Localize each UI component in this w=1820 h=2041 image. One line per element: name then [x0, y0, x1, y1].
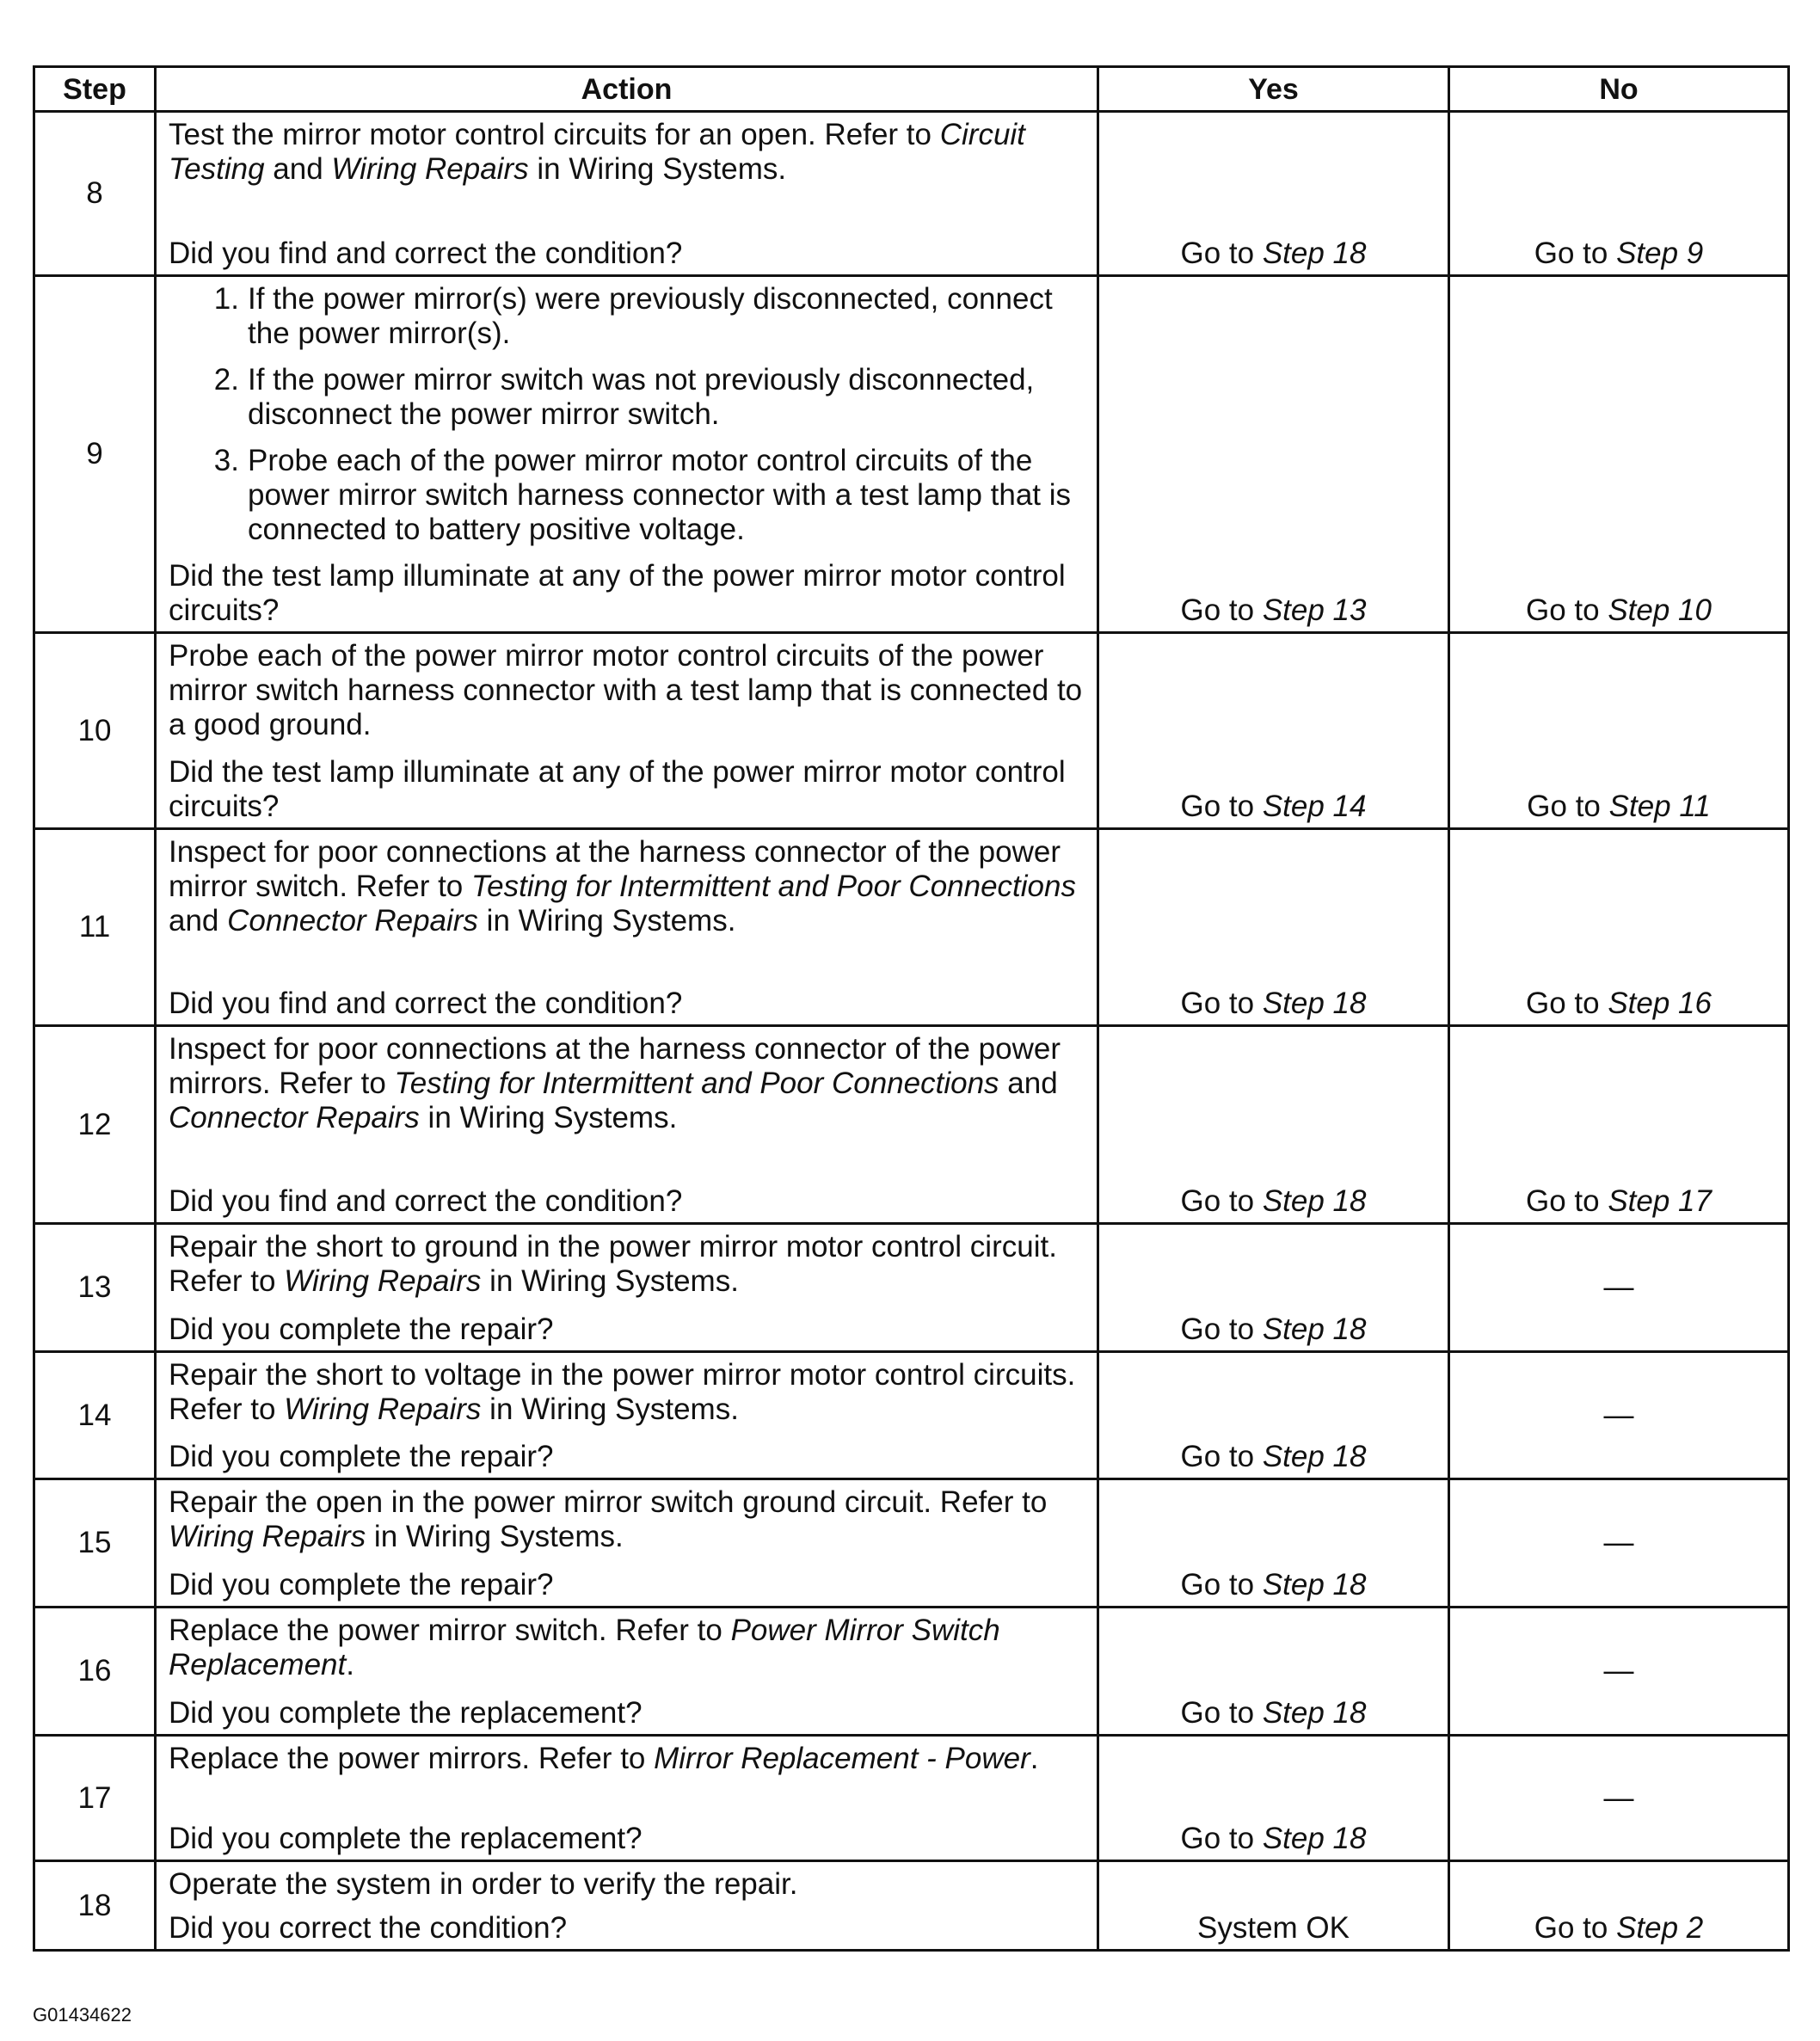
- action-instructions: [169, 1742, 1085, 1776]
- action-question: Did you find and correct the condition?: [169, 987, 683, 1020]
- yes-answer: [1099, 1440, 1448, 1478]
- yes-step-reference: Step 18: [1262, 1184, 1367, 1218]
- action-content: [157, 830, 1097, 1024]
- action-content: [157, 1225, 1097, 1350]
- no-answer: [1450, 987, 1787, 1024]
- yes-cell: [1098, 829, 1449, 1026]
- action-content: [157, 1862, 1097, 1949]
- action-content: [157, 1480, 1097, 1606]
- yes-answer: [1099, 987, 1448, 1024]
- action-text-segment: in Wiring Systems.: [528, 152, 787, 186]
- yes-goto-prefix: Go to: [1180, 1696, 1263, 1730]
- no-cell: [1449, 1608, 1789, 1736]
- action-text: [169, 1867, 1085, 1902]
- no-goto-prefix: Go to: [1526, 593, 1608, 627]
- table-row: [34, 1608, 1789, 1736]
- action-instructions: [169, 1485, 1085, 1554]
- yes-answer: [1099, 1568, 1448, 1606]
- action-text-segment: in Wiring Systems.: [419, 1101, 678, 1134]
- yes-answer: [1099, 593, 1448, 631]
- action-text-segment: Probe each of the power mirror motor control circuits of the power mirror switch harness connector with a test lamp that is connected to a good ground.: [169, 639, 1083, 741]
- yes-goto-prefix: Go to: [1180, 237, 1263, 270]
- no-step-reference: Step 9: [1616, 237, 1704, 270]
- yes-step-reference: Step 18: [1262, 237, 1367, 270]
- action-text-segment: and: [169, 904, 228, 938]
- no-cell: [1449, 112, 1789, 276]
- header-no: No: [1449, 67, 1789, 112]
- list-item-number: 2.: [213, 363, 239, 397]
- document-id: G01434622: [33, 2004, 132, 2026]
- step-number: 12: [34, 1026, 156, 1224]
- list-item-text-segment: If the power mirror switch was not previously disconnected, disconnect the power mirror switch.: [248, 363, 1035, 431]
- table-row: [34, 1479, 1789, 1608]
- list-item-number: 3.: [213, 444, 239, 477]
- no-answer: [1450, 790, 1787, 827]
- reference-link-text: Connector Repairs: [169, 1101, 420, 1134]
- yes-goto-prefix: Go to: [1180, 1313, 1263, 1346]
- action-text-segment: and: [999, 1067, 1058, 1100]
- action-cell: [156, 1861, 1098, 1951]
- action-content: [157, 277, 1097, 631]
- no-dash: —: [1603, 1780, 1634, 1815]
- no-cell: [1449, 1479, 1789, 1608]
- list-item-number: 1.: [213, 282, 239, 316]
- yes-result-text: System OK: [1197, 1911, 1350, 1945]
- action-text: [169, 835, 1085, 938]
- action-cell: [156, 829, 1098, 1026]
- action-question: Did you complete the repair?: [169, 1313, 554, 1346]
- action-text-segment: in Wiring Systems.: [366, 1520, 624, 1553]
- no-dash: —: [1603, 1398, 1634, 1432]
- yes-answer: [1099, 1313, 1448, 1350]
- step-number: 13: [34, 1224, 156, 1352]
- no-dash: —: [1603, 1270, 1634, 1304]
- action-text-segment: Repair the open in the power mirror switch ground circuit. Refer to: [169, 1485, 1048, 1519]
- yes-step-reference: Step 18: [1262, 1568, 1367, 1601]
- reference-link-text: Circuit Testing: [169, 118, 1025, 186]
- action-text-segment: and: [264, 152, 332, 186]
- no-dash: —: [1603, 1654, 1634, 1688]
- header-row: [34, 67, 1789, 112]
- action-question: Did you complete the repair?: [169, 1440, 554, 1473]
- table-row: [34, 276, 1789, 633]
- table-row: [34, 1026, 1789, 1224]
- yes-cell: [1098, 1224, 1449, 1352]
- no-cell: [1449, 1224, 1789, 1352]
- header-yes: Yes: [1098, 67, 1449, 112]
- step-number: 9: [34, 276, 156, 633]
- no-goto-prefix: Go to: [1534, 237, 1617, 270]
- reference-link-text: Testing for Intermittent and Poor Connections: [471, 870, 1076, 903]
- yes-answer: [1099, 790, 1448, 827]
- yes-step-reference: Step 18: [1262, 1822, 1367, 1855]
- step-number: 11: [34, 829, 156, 1026]
- action-instructions: [169, 118, 1085, 187]
- action-content: [157, 1737, 1097, 1860]
- action-cell: [156, 1608, 1098, 1736]
- action-question: Did the test lamp illuminate at any of the power mirror motor control circuits?: [169, 559, 1066, 627]
- no-step-reference: Step 17: [1608, 1184, 1712, 1218]
- action-question: Did the test lamp illuminate at any of the power mirror motor control circuits?: [169, 755, 1066, 823]
- action-text: [169, 1358, 1085, 1427]
- reference-link-text: Wiring Repairs: [284, 1264, 482, 1298]
- header-step: Step: [34, 67, 156, 112]
- table-body: [34, 112, 1789, 1951]
- yes-answer: [1099, 1822, 1448, 1860]
- no-goto-prefix: Go to: [1534, 1911, 1617, 1945]
- action-instructions: [169, 1230, 1085, 1299]
- no-step-reference: Step 11: [1608, 790, 1711, 823]
- yes-cell: [1098, 1736, 1449, 1861]
- table-row: [34, 829, 1789, 1026]
- yes-step-reference: Step 13: [1262, 593, 1367, 627]
- yes-answer: [1099, 1184, 1448, 1222]
- yes-step-reference: Step 18: [1262, 1440, 1367, 1473]
- table-row: [34, 112, 1789, 276]
- list-item: [169, 444, 1085, 547]
- yes-goto-prefix: Go to: [1180, 593, 1263, 627]
- no-step-reference: Step 2: [1616, 1911, 1704, 1945]
- list-item-text-segment: If the power mirror(s) were previously disconnected, connect the power mirror(s).: [248, 282, 1053, 350]
- action-question: Did you find and correct the condition?: [169, 237, 683, 270]
- no-step-reference: Step 16: [1608, 987, 1712, 1020]
- yes-goto-prefix: Go to: [1180, 1568, 1263, 1601]
- action-question: Did you complete the replacement?: [169, 1822, 643, 1855]
- action-content: [157, 1353, 1097, 1478]
- action-cell: [156, 112, 1098, 276]
- list-item-text: [248, 363, 1085, 432]
- action-instructions: [169, 1032, 1085, 1135]
- action-cell: [156, 1736, 1098, 1861]
- diagnostic-table: [33, 65, 1790, 1952]
- step-number: 14: [34, 1352, 156, 1479]
- reference-link-text: Power Mirror Switch Replacement: [169, 1614, 1000, 1681]
- yes-goto-prefix: Go to: [1180, 790, 1263, 823]
- action-text: [169, 1032, 1085, 1135]
- action-text: [169, 1742, 1085, 1776]
- action-text-segment: Repair the short to ground in the power mirror motor control circuit. Refer to: [169, 1230, 1057, 1298]
- action-instructions: [169, 1867, 1085, 1902]
- action-cell: [156, 1479, 1098, 1608]
- no-goto-prefix: Go to: [1526, 987, 1608, 1020]
- list-item-text: [248, 444, 1085, 547]
- no-goto-prefix: Go to: [1526, 1184, 1608, 1218]
- reference-link-text: Wiring Repairs: [331, 152, 529, 186]
- action-text: [169, 1614, 1085, 1682]
- list-item: [169, 363, 1085, 432]
- no-cell: [1449, 1352, 1789, 1479]
- action-instructions: [169, 835, 1085, 938]
- yes-step-reference: Step 18: [1262, 1313, 1367, 1346]
- yes-answer: [1099, 237, 1448, 274]
- action-text: [169, 639, 1085, 742]
- action-text-segment: in Wiring Systems.: [481, 1392, 739, 1426]
- yes-cell: [1098, 276, 1449, 633]
- action-cell: [156, 1352, 1098, 1479]
- action-content: [157, 1608, 1097, 1734]
- action-text-segment: Replace the power mirror switch. Refer to: [169, 1614, 731, 1647]
- action-question: Did you complete the repair?: [169, 1568, 554, 1601]
- yes-cell: [1098, 633, 1449, 829]
- reference-link-text: Mirror Replacement - Power: [654, 1742, 1030, 1775]
- step-number: 17: [34, 1736, 156, 1861]
- table-row: [34, 1736, 1789, 1861]
- no-goto-prefix: Go to: [1527, 790, 1609, 823]
- table-row: [34, 633, 1789, 829]
- no-cell: [1449, 276, 1789, 633]
- no-cell: [1449, 633, 1789, 829]
- yes-goto-prefix: Go to: [1180, 1822, 1263, 1855]
- action-text-segment: Inspect for poor connections at the harness connector of the power mirror switch. Refer to: [169, 835, 1061, 903]
- yes-cell: [1098, 1026, 1449, 1224]
- action-question: Did you correct the condition?: [169, 1911, 568, 1945]
- action-text-segment: Test the mirror motor control circuits for an open. Refer to: [169, 118, 940, 151]
- no-answer: [1450, 237, 1787, 274]
- action-text: [169, 118, 1085, 187]
- action-cell: [156, 633, 1098, 829]
- action-instructions: [169, 282, 1085, 559]
- list-item-text: [248, 282, 1085, 351]
- action-steps-list: [169, 282, 1085, 547]
- yes-goto-prefix: Go to: [1180, 1184, 1263, 1218]
- yes-step-reference: Step 14: [1262, 790, 1367, 823]
- step-number: 16: [34, 1608, 156, 1736]
- table-row: [34, 1861, 1789, 1951]
- action-instructions: [169, 1358, 1085, 1427]
- no-step-reference: Step 10: [1608, 593, 1712, 627]
- step-number: 15: [34, 1479, 156, 1608]
- action-text-segment: .: [346, 1648, 354, 1681]
- step-number: 18: [34, 1861, 156, 1951]
- table-row: [34, 1352, 1789, 1479]
- yes-cell: [1098, 1479, 1449, 1608]
- no-cell: [1449, 1736, 1789, 1861]
- reference-link-text: Wiring Repairs: [284, 1392, 482, 1426]
- action-text-segment: in Wiring Systems.: [481, 1264, 739, 1298]
- action-cell: [156, 1224, 1098, 1352]
- yes-cell: [1098, 112, 1449, 276]
- no-answer: [1450, 1911, 1787, 1949]
- action-text: [169, 1485, 1085, 1554]
- action-text-segment: .: [1030, 1742, 1039, 1775]
- reference-link-text: Wiring Repairs: [169, 1520, 366, 1553]
- yes-answer: [1099, 1911, 1448, 1949]
- yes-step-reference: Step 18: [1262, 1696, 1367, 1730]
- action-cell: [156, 276, 1098, 633]
- step-number: 8: [34, 112, 156, 276]
- no-cell: [1449, 829, 1789, 1026]
- list-item: [169, 282, 1085, 351]
- action-text-segment: Operate the system in order to verify the repair.: [169, 1867, 798, 1901]
- yes-cell: [1098, 1352, 1449, 1479]
- no-answer: [1450, 593, 1787, 631]
- action-content: [157, 1027, 1097, 1222]
- yes-step-reference: Step 18: [1262, 987, 1367, 1020]
- action-content: [157, 634, 1097, 827]
- action-cell: [156, 1026, 1098, 1224]
- list-item-text-segment: Probe each of the power mirror motor control circuits of the power mirror switch harness connector with a test lamp that is connected to battery positive voltage.: [248, 444, 1072, 546]
- action-instructions: [169, 1614, 1085, 1682]
- yes-goto-prefix: Go to: [1180, 987, 1263, 1020]
- action-question: Did you complete the replacement?: [169, 1696, 643, 1730]
- yes-cell: [1098, 1608, 1449, 1736]
- action-text-segment: Inspect for poor connections at the harness connector of the power mirrors. Refer to: [169, 1032, 1061, 1100]
- yes-goto-prefix: Go to: [1180, 1440, 1263, 1473]
- action-question: Did you find and correct the condition?: [169, 1184, 683, 1218]
- table-row: [34, 1224, 1789, 1352]
- action-content: [157, 113, 1097, 274]
- yes-answer: [1099, 1696, 1448, 1734]
- header-action: Action: [156, 67, 1098, 112]
- reference-link-text: Testing for Intermittent and Poor Connections: [394, 1067, 999, 1100]
- reference-link-text: Connector Repairs: [227, 904, 478, 938]
- step-number: 10: [34, 633, 156, 829]
- yes-cell: [1098, 1861, 1449, 1951]
- action-instructions: [169, 639, 1085, 742]
- no-cell: [1449, 1861, 1789, 1951]
- no-dash: —: [1603, 1526, 1634, 1559]
- action-text-segment: in Wiring Systems.: [477, 904, 736, 938]
- action-text-segment: Replace the power mirrors. Refer to: [169, 1742, 655, 1775]
- action-text-segment: Repair the short to voltage in the power mirror motor control circuits. Refer to: [169, 1358, 1076, 1426]
- no-cell: [1449, 1026, 1789, 1224]
- action-text: [169, 1230, 1085, 1299]
- no-answer: [1450, 1184, 1787, 1222]
